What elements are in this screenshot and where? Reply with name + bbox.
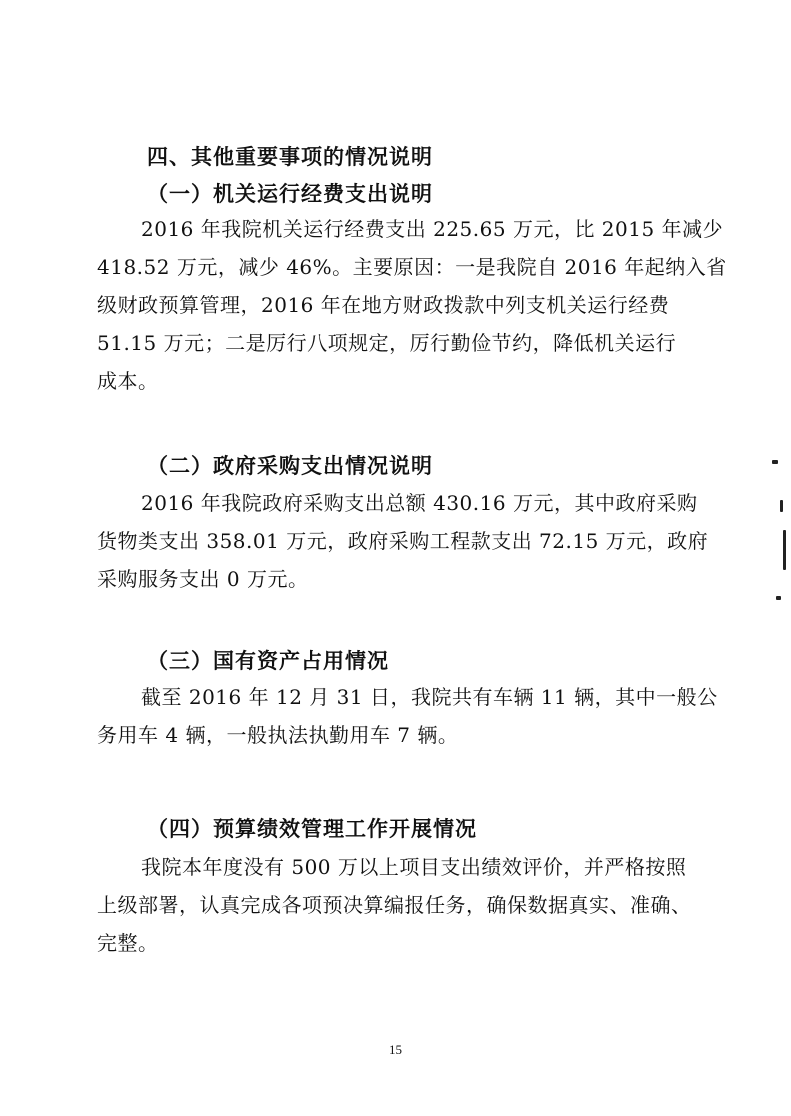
paragraph-line: 2016 年我院政府采购支出总额 430.16 万元，其中政府采购: [141, 491, 698, 515]
section-4-heading: （四）预算绩效管理工作开展情况: [147, 816, 477, 841]
section-1-heading: （一）机关运行经费支出说明: [147, 181, 433, 206]
paragraph-line: 2016 年我院机关运行经费支出 225.65 万元，比 2015 年减少: [141, 217, 724, 241]
scan-mark: [783, 530, 786, 570]
paragraph-line: 成本。: [97, 369, 159, 393]
paragraph-line: 采购服务支出 0 万元。: [97, 567, 309, 591]
section-title: 四、其他重要事项的情况说明: [147, 144, 433, 169]
section-2-heading: （二）政府采购支出情况说明: [147, 453, 433, 478]
paragraph-line: 51.15 万元；二是厉行八项规定，厉行勤俭节约，降低机关运行: [97, 331, 677, 355]
section-1-paragraph: [97, 210, 727, 400]
scan-mark: [780, 500, 783, 512]
paragraph-line: 务用车 4 辆，一般执法执勤用车 7 辆。: [97, 723, 459, 747]
section-2-paragraph: [97, 484, 709, 598]
section-4-paragraph: [97, 848, 699, 962]
scan-mark: [776, 596, 781, 600]
scan-mark: [772, 460, 778, 464]
paragraph-line: 货物类支出 358.01 万元，政府采购工程款支出 72.15 万元，政府: [97, 529, 709, 553]
paragraph-line: 上级部署，认真完成各项预决算编报任务，确保数据真实、准确、: [97, 893, 692, 917]
paragraph-line: 截至 2016 年 12 月 31 日，我院共有车辆 11 辆，其中一般公: [141, 685, 718, 709]
paragraph-line: 完整。: [97, 931, 159, 955]
page-number: 15: [389, 1042, 402, 1057]
paragraph-line: 级财政预算管理，2016 年在地方财政拨款中列支机关运行经费: [97, 293, 670, 317]
paragraph-line: 418.52 万元，减少 46%。主要原因：一是我院自 2016 年起纳入省: [97, 255, 727, 279]
section-3-heading: （三）国有资产占用情况: [147, 648, 389, 673]
paragraph-line: 我院本年度没有 500 万以上项目支出绩效评价，并严格按照: [141, 855, 687, 879]
section-3-paragraph: [97, 678, 718, 754]
